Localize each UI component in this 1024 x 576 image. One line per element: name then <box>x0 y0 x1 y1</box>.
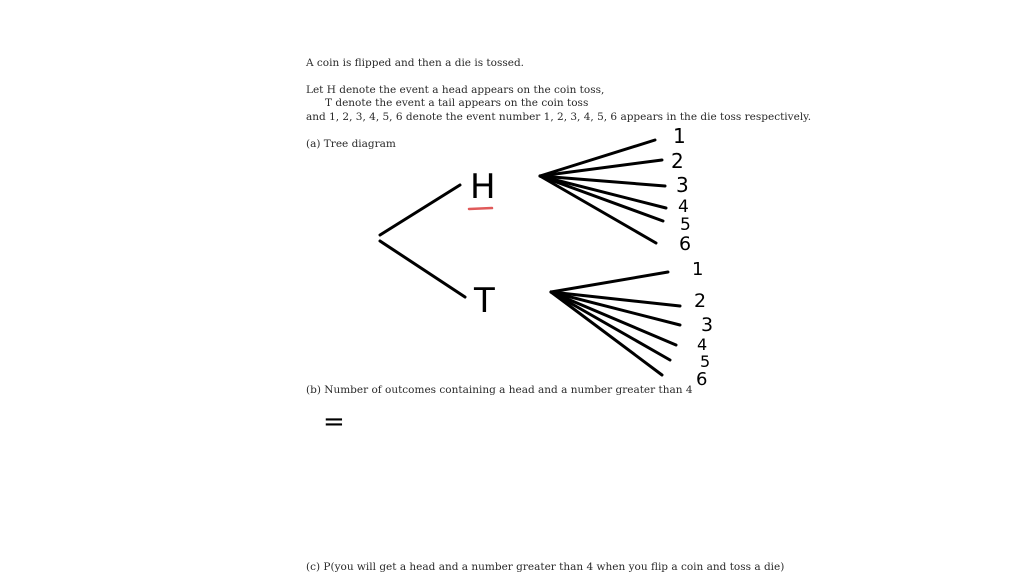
head-branch-5 <box>540 176 663 221</box>
tail-outcome-3: 3 <box>701 314 714 336</box>
tail-outcome-2: 2 <box>694 290 707 312</box>
tail-branches <box>551 272 680 375</box>
head-branch-2 <box>540 160 662 176</box>
head-branch-1 <box>540 140 655 176</box>
head-outcome-5: 5 <box>680 215 691 235</box>
tail-outcome-4: 4 <box>697 335 708 354</box>
problem-intro: A coin is flipped and then a die is tossed. <box>306 57 525 69</box>
tail-label: T <box>474 281 495 321</box>
tail-outcome-5: 5 <box>700 352 711 371</box>
definition-head: Let H denote the event a head appears on the coin toss, <box>306 84 605 96</box>
head-outcome-6: 6 <box>679 233 692 255</box>
part-c-heading: (c) P(you will get a head and a number greater than 4 when you flip a coin and toss a die) <box>306 561 785 573</box>
head-outcome-2: 2 <box>671 149 684 173</box>
head-underline <box>469 208 492 209</box>
definition-die: and 1, 2, 3, 4, 5, 6 denote the event number 1, 2, 3, 4, 5, 6 appears in the die toss respectively. <box>306 111 812 123</box>
tail-branch-1 <box>551 272 668 292</box>
branch-root-to-head <box>380 185 460 235</box>
head-outcome-4: 4 <box>678 197 689 217</box>
head-outcome-1: 1 <box>673 124 686 148</box>
definition-tail: T denote the event a tail appears on the coin toss <box>325 97 589 109</box>
tail-outcome-6: 6 <box>696 369 708 390</box>
head-label: H <box>470 167 496 207</box>
part-a-heading: (a) Tree diagram <box>306 138 396 150</box>
part-b-heading: (b) Number of outcomes containing a head and a number greater than 4 <box>306 384 693 396</box>
branch-root-to-tail <box>380 241 465 297</box>
answer-b-equals: = <box>323 407 345 437</box>
head-outcome-3: 3 <box>676 173 689 197</box>
tail-outcome-labels <box>692 259 713 390</box>
head-branches <box>540 140 666 243</box>
head-branch-6 <box>540 176 656 243</box>
head-outcome-labels <box>671 124 691 255</box>
tail-outcome-1: 1 <box>692 259 704 280</box>
